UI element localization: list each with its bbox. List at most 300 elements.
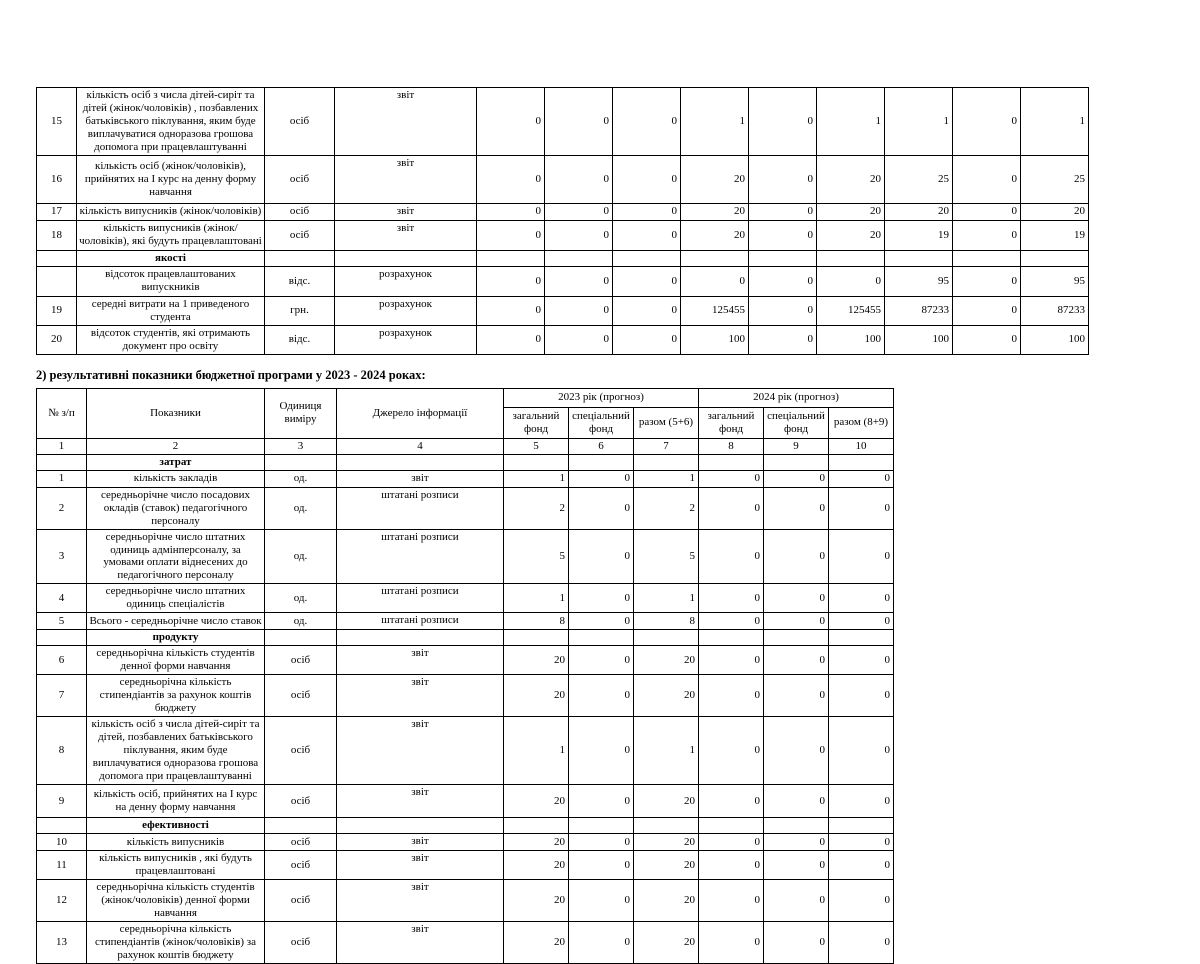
- value-cell: 0: [699, 613, 764, 630]
- value-cell: 0: [545, 220, 613, 250]
- unit-cell: од.: [265, 487, 337, 529]
- value-cell: 0: [953, 88, 1021, 156]
- source-cell: звіт: [337, 834, 504, 851]
- value-cell: [477, 250, 545, 266]
- value-cell: 0: [764, 487, 829, 529]
- value-cell: 0: [953, 155, 1021, 203]
- value-cell: 0: [699, 834, 764, 851]
- value-cell: 0: [569, 851, 634, 880]
- value-cell: 0: [829, 584, 894, 613]
- indicator-row: [37, 220, 1089, 250]
- value-cell: [764, 454, 829, 470]
- value-cell: 20: [504, 834, 569, 851]
- unit-cell: [265, 454, 337, 470]
- section-row: [37, 630, 894, 646]
- column-number: 6: [569, 438, 634, 454]
- unit-cell: грн.: [265, 296, 335, 325]
- value-cell: 0: [764, 529, 829, 584]
- unit-cell: осіб: [265, 88, 335, 156]
- header-general-fund-2024: загальний фонд: [699, 407, 764, 438]
- value-cell: 20: [681, 220, 749, 250]
- row-number-cell: [37, 630, 87, 646]
- value-cell: 0: [764, 851, 829, 880]
- row-number-cell: [37, 454, 87, 470]
- header-special-fund-2023: спеціальний фонд: [569, 407, 634, 438]
- value-cell: 0: [477, 220, 545, 250]
- value-cell: 25: [1021, 155, 1089, 203]
- value-cell: [764, 818, 829, 834]
- source-cell: [335, 250, 477, 266]
- column-number: 3: [265, 438, 337, 454]
- source-cell: звіт: [335, 88, 477, 156]
- row-number-cell: 4: [37, 584, 87, 613]
- value-cell: [817, 250, 885, 266]
- row-number-cell: 9: [37, 785, 87, 818]
- value-cell: [953, 250, 1021, 266]
- row-number-cell: [37, 818, 87, 834]
- value-cell: [545, 250, 613, 266]
- row-number-cell: 3: [37, 529, 87, 584]
- unit-cell: од.: [265, 529, 337, 584]
- value-cell: 25: [885, 155, 953, 203]
- value-cell: 0: [764, 646, 829, 675]
- value-cell: 0: [569, 675, 634, 717]
- value-cell: 0: [953, 325, 1021, 354]
- value-cell: 5: [504, 529, 569, 584]
- value-cell: 0: [569, 470, 634, 487]
- indicator-row: [37, 922, 894, 964]
- indicator-row: [37, 584, 894, 613]
- source-cell: [337, 630, 504, 646]
- source-cell: штатані розписи: [337, 529, 504, 584]
- value-cell: [681, 250, 749, 266]
- value-cell: [504, 454, 569, 470]
- row-number-cell: [37, 266, 77, 296]
- header-total-2023: разом (5+6): [634, 407, 699, 438]
- section-row: [37, 818, 894, 834]
- source-cell: звіт: [335, 203, 477, 220]
- value-cell: 87233: [885, 296, 953, 325]
- value-cell: 0: [613, 155, 681, 203]
- indicator-row: [37, 203, 1089, 220]
- value-cell: 20: [634, 880, 699, 922]
- indicator-name-cell: середні витрати на 1 приведеного студента: [77, 296, 265, 325]
- value-cell: 0: [829, 646, 894, 675]
- source-cell: [337, 818, 504, 834]
- value-cell: [504, 818, 569, 834]
- value-cell: 100: [681, 325, 749, 354]
- indicator-name-cell: середньорічна кількість стипендіантів за рахунок коштів бюджету: [87, 675, 265, 717]
- value-cell: 0: [829, 613, 894, 630]
- indicator-name-cell: середньорічна кількість стипендіантів (жінок/чоловіків) за рахунок коштів бюджету: [87, 922, 265, 964]
- value-cell: 19: [885, 220, 953, 250]
- indicator-row: [37, 88, 1089, 156]
- source-cell: розрахунок: [335, 296, 477, 325]
- value-cell: 0: [749, 325, 817, 354]
- value-cell: 0: [613, 88, 681, 156]
- value-cell: 1: [1021, 88, 1089, 156]
- column-number: 4: [337, 438, 504, 454]
- value-cell: [749, 250, 817, 266]
- value-cell: 20: [504, 675, 569, 717]
- value-cell: [699, 630, 764, 646]
- value-cell: 20: [817, 220, 885, 250]
- indicator-row: [37, 296, 1089, 325]
- indicator-row: [37, 470, 894, 487]
- header-num: № з/п: [37, 388, 87, 438]
- value-cell: 0: [953, 220, 1021, 250]
- value-cell: 0: [749, 266, 817, 296]
- indicator-row: [37, 155, 1089, 203]
- indicator-name-cell: середньорічне число штатних одиниць адмінперсоналу, за умовами оплати віднесених до педагогічного персоналу: [87, 529, 265, 584]
- value-cell: 0: [699, 529, 764, 584]
- value-cell: 0: [569, 922, 634, 964]
- source-cell: розрахунок: [335, 325, 477, 354]
- value-cell: 0: [829, 922, 894, 964]
- value-cell: 0: [681, 266, 749, 296]
- value-cell: 0: [829, 529, 894, 584]
- section-row: [37, 250, 1089, 266]
- value-cell: 0: [953, 296, 1021, 325]
- value-cell: [613, 250, 681, 266]
- unit-cell: [265, 250, 335, 266]
- unit-cell: осіб: [265, 646, 337, 675]
- section-label-cell: якості: [77, 250, 265, 266]
- section-label-cell: продукту: [87, 630, 265, 646]
- value-cell: 100: [885, 325, 953, 354]
- value-cell: 0: [477, 266, 545, 296]
- indicator-name-cell: кількість випусників: [87, 834, 265, 851]
- unit-cell: [265, 818, 337, 834]
- value-cell: 19: [1021, 220, 1089, 250]
- unit-cell: осіб: [265, 880, 337, 922]
- value-cell: 20: [504, 880, 569, 922]
- value-cell: 20: [634, 675, 699, 717]
- column-number: 2: [87, 438, 265, 454]
- unit-cell: осіб: [265, 851, 337, 880]
- header-year-2023: 2023 рік (прогноз): [504, 388, 699, 407]
- source-cell: розрахунок: [335, 266, 477, 296]
- indicator-name-cell: відсоток студентів, які отримають документ про освіту: [77, 325, 265, 354]
- value-cell: 0: [613, 266, 681, 296]
- value-cell: 0: [613, 296, 681, 325]
- value-cell: 0: [569, 529, 634, 584]
- source-cell: [337, 454, 504, 470]
- header-unit: Одиниця виміру: [265, 388, 337, 438]
- value-cell: [699, 818, 764, 834]
- value-cell: 5: [634, 529, 699, 584]
- value-cell: [634, 818, 699, 834]
- unit-cell: од.: [265, 613, 337, 630]
- value-cell: [634, 630, 699, 646]
- indicator-name-cell: кількість осіб з числа дітей-сиріт та дітей, позбавлених батьківського піклування, яким буде виплачуватися одноразова грошова допомога при працевлаштуванні: [87, 717, 265, 785]
- row-number-cell: 8: [37, 717, 87, 785]
- row-number-cell: 12: [37, 880, 87, 922]
- value-cell: 0: [477, 88, 545, 156]
- value-cell: 20: [885, 203, 953, 220]
- header-group-row: [37, 388, 894, 407]
- row-number-cell: [37, 250, 77, 266]
- value-cell: 0: [699, 675, 764, 717]
- value-cell: 0: [569, 487, 634, 529]
- value-cell: 95: [885, 266, 953, 296]
- indicator-row: [37, 880, 894, 922]
- value-cell: 0: [749, 220, 817, 250]
- source-cell: звіт: [337, 470, 504, 487]
- value-cell: [829, 818, 894, 834]
- row-number-cell: 15: [37, 88, 77, 156]
- value-cell: 0: [764, 584, 829, 613]
- value-cell: 0: [699, 646, 764, 675]
- value-cell: 0: [569, 646, 634, 675]
- value-cell: 0: [477, 296, 545, 325]
- unit-cell: відс.: [265, 325, 335, 354]
- value-cell: 87233: [1021, 296, 1089, 325]
- value-cell: 1: [504, 470, 569, 487]
- indicator-name-cell: середньорічне число штатних одиниць спеціалістів: [87, 584, 265, 613]
- value-cell: 20: [1021, 203, 1089, 220]
- value-cell: 1: [634, 584, 699, 613]
- value-cell: 100: [1021, 325, 1089, 354]
- value-cell: 0: [764, 834, 829, 851]
- header-year-2024: 2024 рік (прогноз): [699, 388, 894, 407]
- value-cell: 8: [634, 613, 699, 630]
- value-cell: 0: [569, 785, 634, 818]
- value-cell: 0: [764, 613, 829, 630]
- row-number-cell: 6: [37, 646, 87, 675]
- value-cell: [1021, 250, 1089, 266]
- value-cell: 0: [829, 880, 894, 922]
- value-cell: 0: [764, 675, 829, 717]
- indicator-row: [37, 325, 1089, 354]
- value-cell: 0: [545, 296, 613, 325]
- value-cell: 20: [504, 922, 569, 964]
- value-cell: 0: [699, 851, 764, 880]
- value-cell: 20: [504, 646, 569, 675]
- source-cell: звіт: [335, 220, 477, 250]
- column-number: 8: [699, 438, 764, 454]
- indicator-row: [37, 851, 894, 880]
- value-cell: [885, 250, 953, 266]
- section-label-cell: ефективності: [87, 818, 265, 834]
- value-cell: 0: [545, 88, 613, 156]
- row-number-cell: 16: [37, 155, 77, 203]
- column-number: 5: [504, 438, 569, 454]
- source-cell: звіт: [337, 785, 504, 818]
- value-cell: 95: [1021, 266, 1089, 296]
- indicator-name-cell: кількість осіб (жінок/чоловіків), прийнятих на І курс на денну форму навчання: [77, 155, 265, 203]
- value-cell: 0: [613, 325, 681, 354]
- unit-cell: осіб: [265, 220, 335, 250]
- unit-cell: осіб: [265, 785, 337, 818]
- value-cell: [634, 454, 699, 470]
- value-cell: 0: [477, 203, 545, 220]
- row-number-cell: 5: [37, 613, 87, 630]
- value-cell: 0: [699, 717, 764, 785]
- indicator-row: [37, 785, 894, 818]
- value-cell: 8: [504, 613, 569, 630]
- value-cell: 0: [829, 487, 894, 529]
- value-cell: 0: [569, 880, 634, 922]
- value-cell: 0: [829, 785, 894, 818]
- unit-cell: од.: [265, 584, 337, 613]
- value-cell: 0: [613, 220, 681, 250]
- row-number-cell: 2: [37, 487, 87, 529]
- row-number-cell: 10: [37, 834, 87, 851]
- value-cell: 0: [569, 613, 634, 630]
- value-cell: 0: [764, 922, 829, 964]
- header-indicators: Показники: [87, 388, 265, 438]
- source-cell: звіт: [337, 880, 504, 922]
- value-cell: 20: [634, 785, 699, 818]
- value-cell: 2: [634, 487, 699, 529]
- value-cell: 0: [545, 325, 613, 354]
- value-cell: 0: [749, 155, 817, 203]
- value-cell: 20: [681, 203, 749, 220]
- value-cell: 0: [699, 922, 764, 964]
- header-total-2024: разом (8+9): [829, 407, 894, 438]
- indicator-name-cell: кількість випусників (жінок/чоловіків): [77, 203, 265, 220]
- value-cell: 0: [749, 296, 817, 325]
- value-cell: 0: [545, 203, 613, 220]
- value-cell: 20: [504, 851, 569, 880]
- unit-cell: осіб: [265, 922, 337, 964]
- indicator-row: [37, 646, 894, 675]
- indicator-name-cell: кількість закладів: [87, 470, 265, 487]
- value-cell: 20: [634, 646, 699, 675]
- value-cell: 1: [634, 717, 699, 785]
- column-number: 10: [829, 438, 894, 454]
- value-cell: 0: [699, 880, 764, 922]
- value-cell: 125455: [817, 296, 885, 325]
- budget-indicators-table-continued: [36, 87, 1089, 355]
- value-cell: 1: [504, 717, 569, 785]
- row-number-cell: 1: [37, 470, 87, 487]
- value-cell: [829, 454, 894, 470]
- indicator-name-cell: кількість осіб, прийнятих на І курс на денну форму навчання: [87, 785, 265, 818]
- header-general-fund-2023: загальний фонд: [504, 407, 569, 438]
- value-cell: [699, 454, 764, 470]
- source-cell: звіт: [335, 155, 477, 203]
- header-column-numbers-row: [37, 438, 894, 454]
- column-number: 9: [764, 438, 829, 454]
- value-cell: 1: [817, 88, 885, 156]
- row-number-cell: 18: [37, 220, 77, 250]
- value-cell: 0: [749, 88, 817, 156]
- column-number: 7: [634, 438, 699, 454]
- value-cell: 125455: [681, 296, 749, 325]
- unit-cell: [265, 630, 337, 646]
- source-cell: штатані розписи: [337, 584, 504, 613]
- value-cell: 0: [477, 155, 545, 203]
- value-cell: 0: [764, 717, 829, 785]
- value-cell: 1: [885, 88, 953, 156]
- value-cell: 0: [953, 266, 1021, 296]
- value-cell: 0: [764, 880, 829, 922]
- value-cell: 0: [829, 851, 894, 880]
- source-cell: звіт: [337, 717, 504, 785]
- source-cell: звіт: [337, 922, 504, 964]
- value-cell: 0: [829, 717, 894, 785]
- value-cell: 0: [699, 584, 764, 613]
- value-cell: 20: [681, 155, 749, 203]
- value-cell: 1: [681, 88, 749, 156]
- section-row: [37, 454, 894, 470]
- value-cell: 0: [829, 675, 894, 717]
- value-cell: 0: [817, 266, 885, 296]
- value-cell: 20: [504, 785, 569, 818]
- value-cell: 0: [764, 470, 829, 487]
- row-number-cell: 7: [37, 675, 87, 717]
- source-cell: штатані розписи: [337, 487, 504, 529]
- value-cell: 20: [634, 834, 699, 851]
- source-cell: звіт: [337, 675, 504, 717]
- indicator-row: [37, 487, 894, 529]
- value-cell: 2: [504, 487, 569, 529]
- source-cell: штатані розписи: [337, 613, 504, 630]
- unit-cell: од.: [265, 470, 337, 487]
- value-cell: 0: [477, 325, 545, 354]
- value-cell: 0: [545, 266, 613, 296]
- row-number-cell: 11: [37, 851, 87, 880]
- value-cell: [569, 818, 634, 834]
- indicator-name-cell: кількість осіб з числа дітей-сиріт та дітей (жінок/чоловіків) , позбавлених батьківського піклування, яким буде виплачуватися одноразова грошова допомога при працевлаштуванні: [77, 88, 265, 156]
- source-cell: звіт: [337, 646, 504, 675]
- value-cell: [504, 630, 569, 646]
- header-source: Джерело інформації: [337, 388, 504, 438]
- indicator-name-cell: відсоток працевлаштованих випускників: [77, 266, 265, 296]
- unit-cell: відс.: [265, 266, 335, 296]
- value-cell: 100: [817, 325, 885, 354]
- indicator-name-cell: Всього - середньорічне число ставок: [87, 613, 265, 630]
- value-cell: 0: [699, 487, 764, 529]
- indicator-row: [37, 613, 894, 630]
- indicator-row: [37, 717, 894, 785]
- value-cell: 0: [569, 584, 634, 613]
- value-cell: 0: [613, 203, 681, 220]
- indicator-name-cell: середньорічна кількість студентів денної форми навчання: [87, 646, 265, 675]
- row-number-cell: 17: [37, 203, 77, 220]
- value-cell: 1: [504, 584, 569, 613]
- value-cell: 0: [699, 470, 764, 487]
- row-number-cell: 19: [37, 296, 77, 325]
- indicator-name-cell: кількість випусників (жінок/чоловіків), які будуть працевлаштовані: [77, 220, 265, 250]
- value-cell: 0: [953, 203, 1021, 220]
- column-number: 1: [37, 438, 87, 454]
- row-number-cell: 20: [37, 325, 77, 354]
- value-cell: 0: [569, 834, 634, 851]
- unit-cell: осіб: [265, 834, 337, 851]
- value-cell: 20: [817, 203, 885, 220]
- value-cell: 20: [817, 155, 885, 203]
- indicator-row: [37, 675, 894, 717]
- unit-cell: осіб: [265, 203, 335, 220]
- value-cell: [569, 454, 634, 470]
- header-special-fund-2024: спеціальний фонд: [764, 407, 829, 438]
- unit-cell: осіб: [265, 717, 337, 785]
- row-number-cell: 13: [37, 922, 87, 964]
- value-cell: 20: [634, 922, 699, 964]
- source-cell: звіт: [337, 851, 504, 880]
- indicator-name-cell: кількість випусників , які будуть працевлаштовані: [87, 851, 265, 880]
- budget-indicators-table-2023-2024: [36, 388, 894, 964]
- indicator-row: [37, 529, 894, 584]
- indicator-row: [37, 834, 894, 851]
- value-cell: 0: [569, 717, 634, 785]
- value-cell: [569, 630, 634, 646]
- indicator-row: [37, 266, 1089, 296]
- value-cell: [829, 630, 894, 646]
